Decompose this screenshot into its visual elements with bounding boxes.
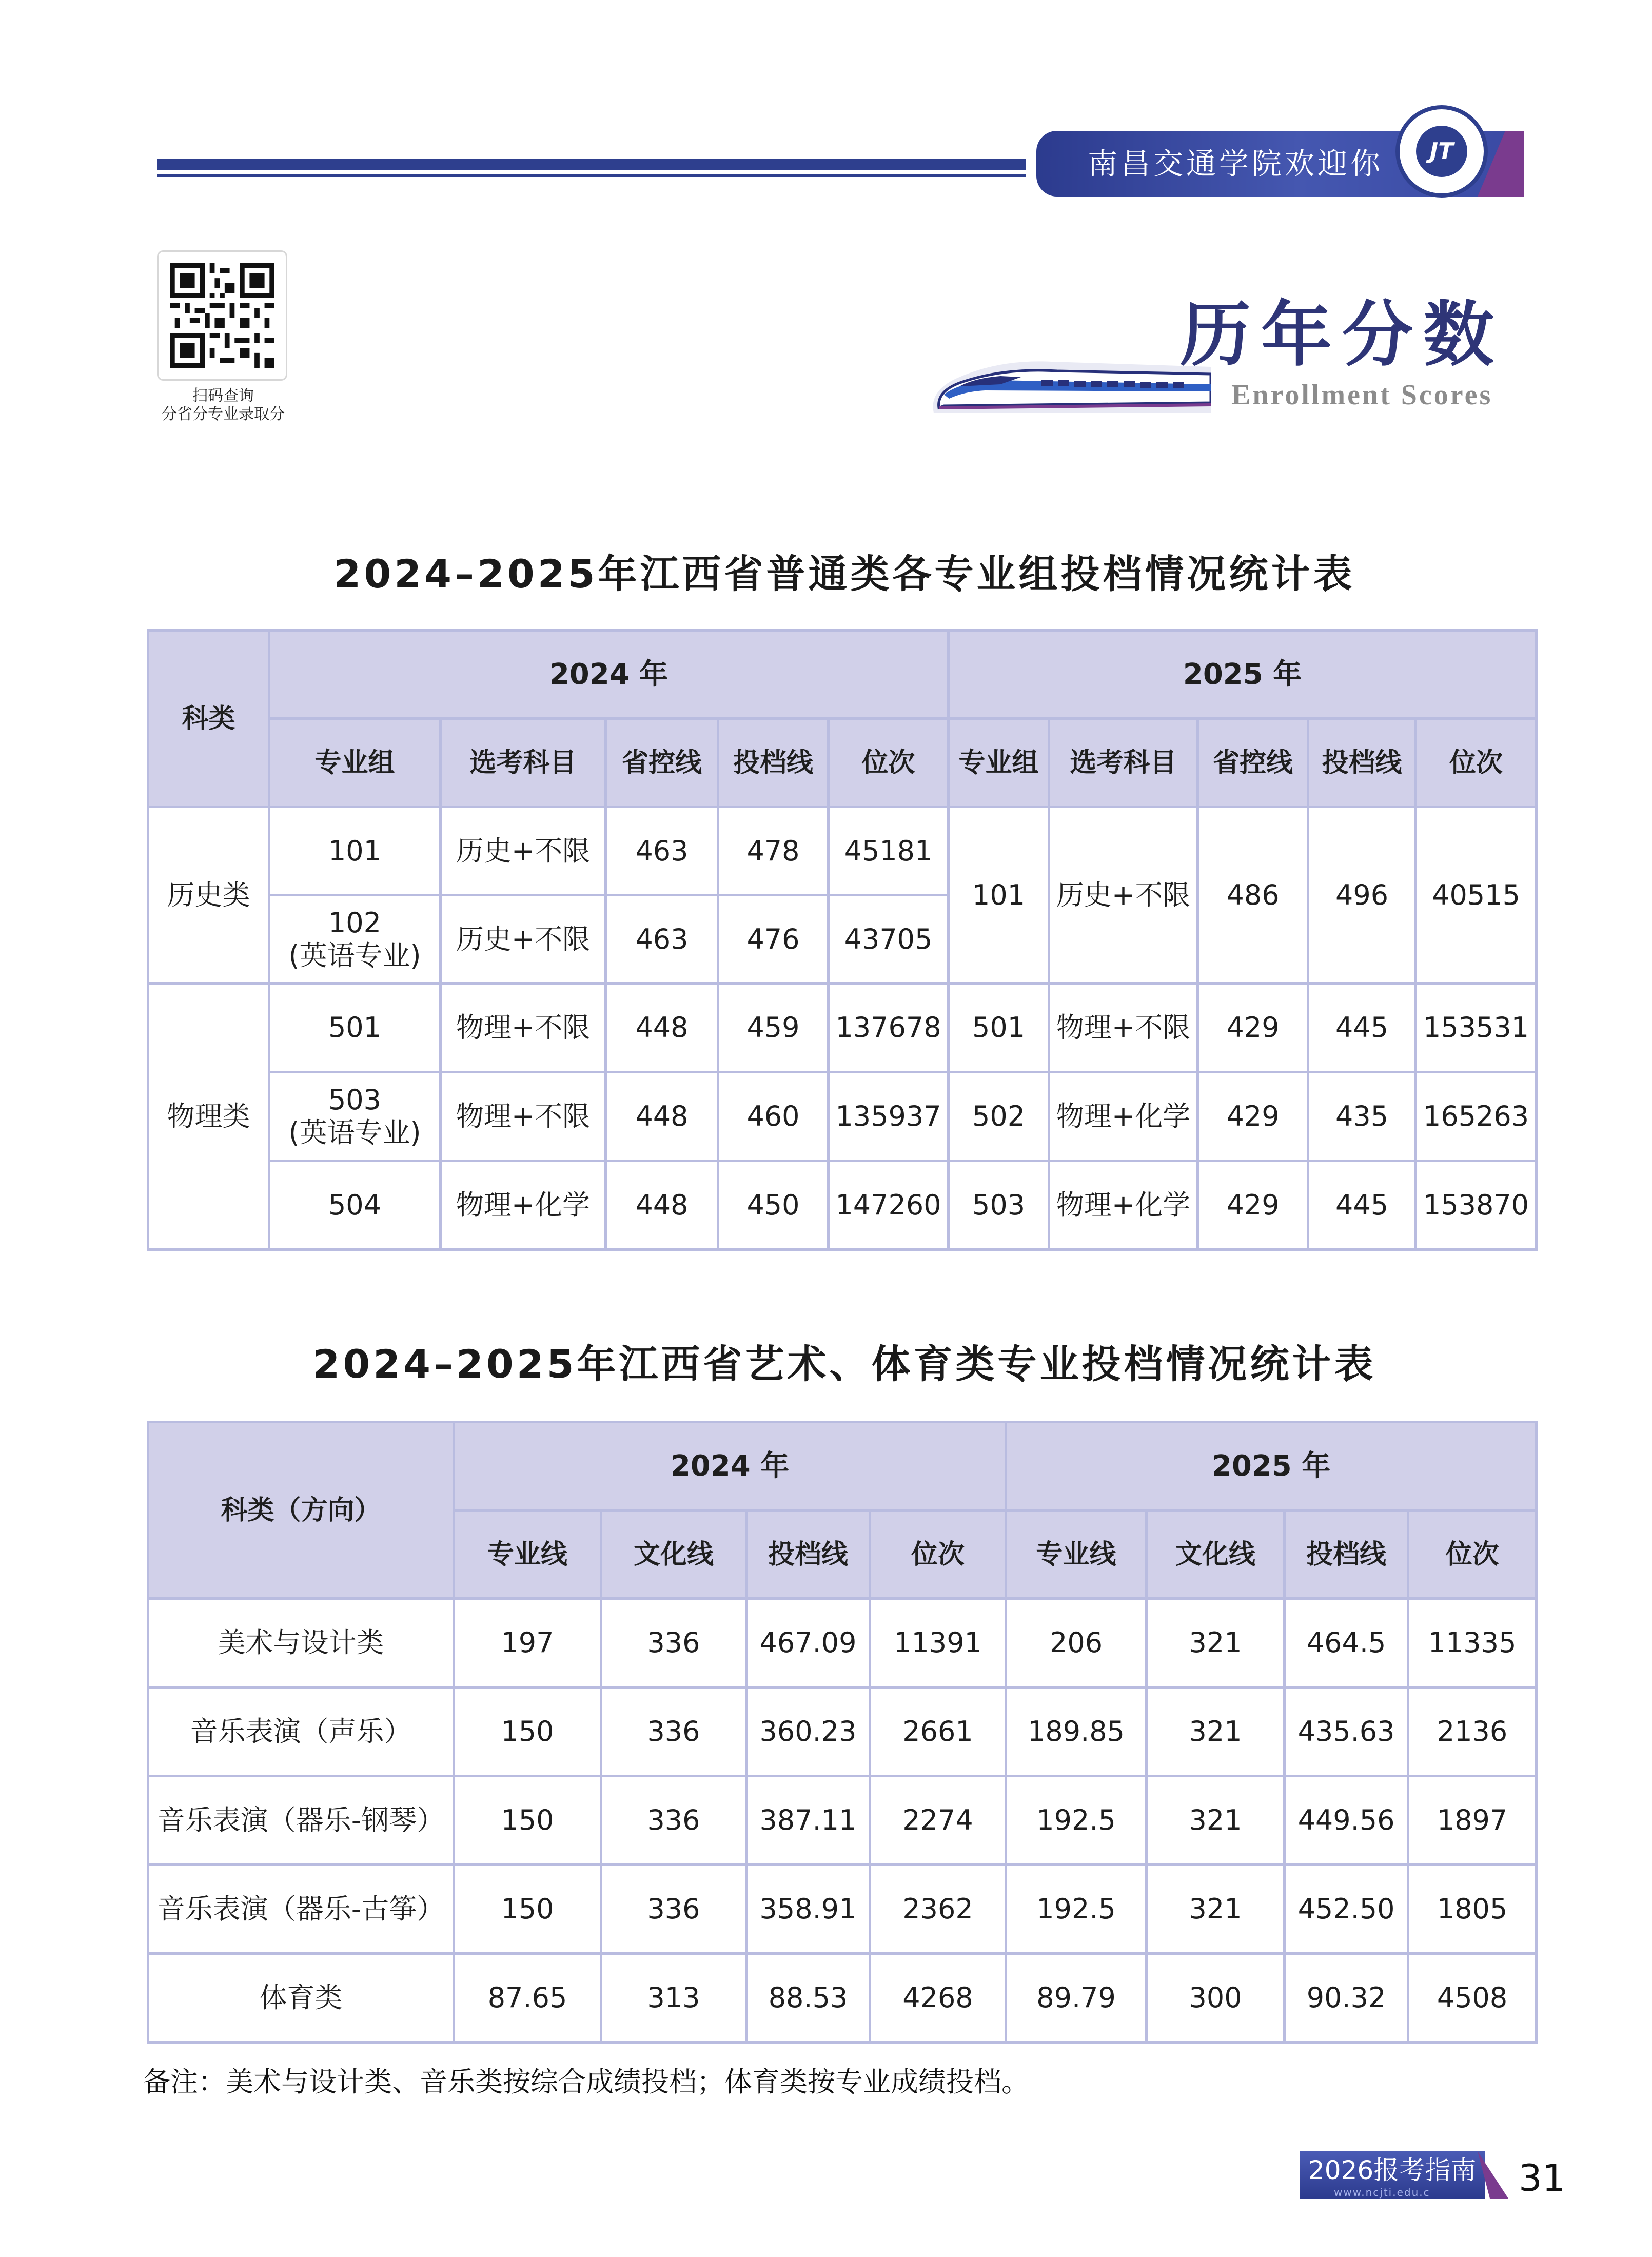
page-number: 31: [1519, 2156, 1566, 2200]
group-number: 503: [328, 1084, 382, 1116]
cell: 435.63: [1285, 1687, 1408, 1776]
row-label: 美术与设计类: [148, 1599, 454, 1687]
row-label: 体育类: [148, 1954, 454, 2043]
cell: 504: [269, 1161, 441, 1250]
table-row: [148, 1687, 1537, 1776]
cell: 历史+不限: [441, 895, 606, 984]
col-header: 选考科目: [1049, 719, 1198, 807]
cell: 192.5: [1006, 1865, 1147, 1954]
row-label: 音乐表演（器乐-古筝）: [148, 1865, 454, 1954]
page-title: 历年分数: [1180, 292, 1505, 376]
cell: 360.23: [746, 1687, 870, 1776]
cell: 460: [718, 1072, 829, 1161]
col-header: 位次: [1408, 1510, 1537, 1599]
col-header: 投档线: [1308, 719, 1416, 807]
cell: 449.56: [1285, 1776, 1408, 1865]
cell: 336: [601, 1776, 746, 1865]
col-header: 专业组: [269, 719, 441, 807]
cell: 2274: [870, 1776, 1006, 1865]
col-header: 专业线: [1006, 1510, 1147, 1599]
group-note: (英语专业): [288, 939, 421, 972]
col-header: 选考科目: [441, 719, 606, 807]
cell: 153531: [1416, 984, 1537, 1072]
cell: 321: [1147, 1687, 1285, 1776]
cell: 336: [601, 1687, 746, 1776]
page-subtitle: Enrollment Scores: [1231, 379, 1493, 411]
cell: 101: [949, 807, 1049, 984]
cell: 448: [606, 1161, 718, 1250]
cell: 476: [718, 895, 829, 984]
cell: 501: [949, 984, 1049, 1072]
cell: 43705: [829, 895, 949, 984]
table-row: [148, 1072, 1537, 1161]
cell: 150: [454, 1776, 601, 1865]
footer-url: www.ncjti.edu.c: [1334, 2186, 1430, 2199]
cell: 2136: [1408, 1687, 1537, 1776]
qr-caption-1: 扫码查询: [192, 387, 254, 405]
cell: 88.53: [746, 1954, 870, 2043]
cell: 153870: [1416, 1161, 1537, 1250]
cell: 463: [606, 807, 718, 895]
cell: 11335: [1408, 1599, 1537, 1687]
cell: 435: [1308, 1072, 1416, 1161]
cell: 4508: [1408, 1954, 1537, 2043]
cell: 1805: [1408, 1865, 1537, 1954]
cell: 197: [454, 1599, 601, 1687]
header-category: 科类（方向）: [148, 1422, 454, 1599]
category-physics: 物理类: [148, 984, 269, 1250]
cell: 463: [606, 895, 718, 984]
col-header: 省控线: [606, 719, 718, 807]
cell: 150: [454, 1865, 601, 1954]
table2-title: 2024–2025年江西省艺术、体育类专业投档情况统计表: [312, 1341, 1376, 1387]
cell: 101: [269, 807, 441, 895]
col-header: 专业线: [454, 1510, 601, 1599]
cell: 物理+不限: [441, 984, 606, 1072]
cell: 313: [601, 1954, 746, 2043]
cell: 147260: [829, 1161, 949, 1250]
row-label: 音乐表演（器乐-钢琴）: [148, 1776, 454, 1865]
cell: 历史+不限: [441, 807, 606, 895]
cell: 历史+不限: [1049, 807, 1198, 984]
header-year-2025: 2025 年: [949, 631, 1537, 719]
cell: 452.50: [1285, 1865, 1408, 1954]
cell: 503: [949, 1161, 1049, 1250]
cell: 137678: [829, 984, 949, 1072]
cell: 336: [601, 1865, 746, 1954]
cell: 物理+化学: [1049, 1072, 1198, 1161]
cell: 206: [1006, 1599, 1147, 1687]
cell: 459: [718, 984, 829, 1072]
cell: 165263: [1416, 1072, 1537, 1161]
col-header: 投档线: [1285, 1510, 1408, 1599]
cell: 321: [1147, 1776, 1285, 1865]
cell: 11391: [870, 1599, 1006, 1687]
cell: 336: [601, 1599, 746, 1687]
banner-text: 南昌交通学院欢迎你: [1088, 146, 1384, 181]
cell: 321: [1147, 1599, 1285, 1687]
col-header: 专业组: [949, 719, 1049, 807]
row-label: 音乐表演（声乐）: [148, 1687, 454, 1776]
header-rule-thick: [157, 159, 1026, 170]
cell: 450: [718, 1161, 829, 1250]
train-illustration: [923, 341, 1211, 423]
col-header: 文化线: [1147, 1510, 1285, 1599]
table-row: [148, 1776, 1537, 1865]
qr-code[interactable]: [157, 250, 287, 381]
cell: 192.5: [1006, 1776, 1147, 1865]
col-header: 投档线: [746, 1510, 870, 1599]
cell: 501: [269, 984, 441, 1072]
cell: 1897: [1408, 1776, 1537, 1865]
cell: 物理+不限: [441, 1072, 606, 1161]
col-header: 位次: [870, 1510, 1006, 1599]
cell: 358.91: [746, 1865, 870, 1954]
cell: 448: [606, 1072, 718, 1161]
table-row: [148, 1161, 1537, 1250]
cell: 387.11: [746, 1776, 870, 1865]
cell: 429: [1198, 984, 1308, 1072]
table1-title: 2024–2025年江西省普通类各专业组投档情况统计表: [333, 551, 1355, 597]
header-year-2024: 2024 年: [454, 1422, 1006, 1510]
cell: 189.85: [1006, 1687, 1147, 1776]
qr-caption-2: 分省分专业录取分: [162, 405, 285, 423]
cell: 40515: [1416, 807, 1537, 984]
group-number: 102: [328, 906, 382, 939]
cell: 2661: [870, 1687, 1006, 1776]
cell: [269, 895, 441, 984]
cell: 物理+化学: [1049, 1161, 1198, 1250]
cell: 300: [1147, 1954, 1285, 2043]
cell: 4268: [870, 1954, 1006, 2043]
cell: 45181: [829, 807, 949, 895]
cell: 448: [606, 984, 718, 1072]
logo-monogram: JT: [1416, 126, 1467, 177]
guide-badge-text: 2026报考指南: [1308, 2155, 1477, 2185]
cell: 89.79: [1006, 1954, 1147, 2043]
cell: 90.32: [1285, 1954, 1408, 2043]
cell: 87.65: [454, 1954, 601, 2043]
cell: 321: [1147, 1865, 1285, 1954]
col-header: 位次: [1416, 719, 1537, 807]
col-header: 投档线: [718, 719, 829, 807]
art-sports-admission-table: [147, 1421, 1538, 2044]
table-row: [148, 1599, 1537, 1687]
table-row: [148, 1954, 1537, 2043]
cell: 478: [718, 807, 829, 895]
cell: 502: [949, 1072, 1049, 1161]
table-row: [148, 807, 1537, 895]
cell: 445: [1308, 1161, 1416, 1250]
cell: 467.09: [746, 1599, 870, 1687]
cell: 486: [1198, 807, 1308, 984]
cell: 150: [454, 1687, 601, 1776]
header-year-2025: 2025 年: [1006, 1422, 1537, 1510]
col-header: 位次: [829, 719, 949, 807]
qr-code-icon: [170, 263, 274, 368]
col-header: 省控线: [1198, 719, 1308, 807]
cell: 物理+化学: [441, 1161, 606, 1250]
cell: 429: [1198, 1161, 1308, 1250]
header-rule-thin: [157, 174, 1026, 177]
cell: 2362: [870, 1865, 1006, 1954]
regular-admission-table: [147, 629, 1538, 1251]
cell: [269, 1072, 441, 1161]
header-category: 科类: [148, 631, 269, 807]
group-note: (英语专业): [288, 1116, 421, 1149]
category-history: 历史类: [148, 807, 269, 984]
footnote: 备注：美术与设计类、音乐类按综合成绩投档；体育类按专业成绩投档。: [143, 2066, 1029, 2098]
cell: 464.5: [1285, 1599, 1408, 1687]
cell: 135937: [829, 1072, 949, 1161]
col-header: 文化线: [601, 1510, 746, 1599]
cell: 445: [1308, 984, 1416, 1072]
header-year-2024: 2024 年: [269, 631, 949, 719]
table-row: [148, 1865, 1537, 1954]
cell: 物理+不限: [1049, 984, 1198, 1072]
table-row: [148, 984, 1537, 1072]
cell: 496: [1308, 807, 1416, 984]
cell: 429: [1198, 1072, 1308, 1161]
